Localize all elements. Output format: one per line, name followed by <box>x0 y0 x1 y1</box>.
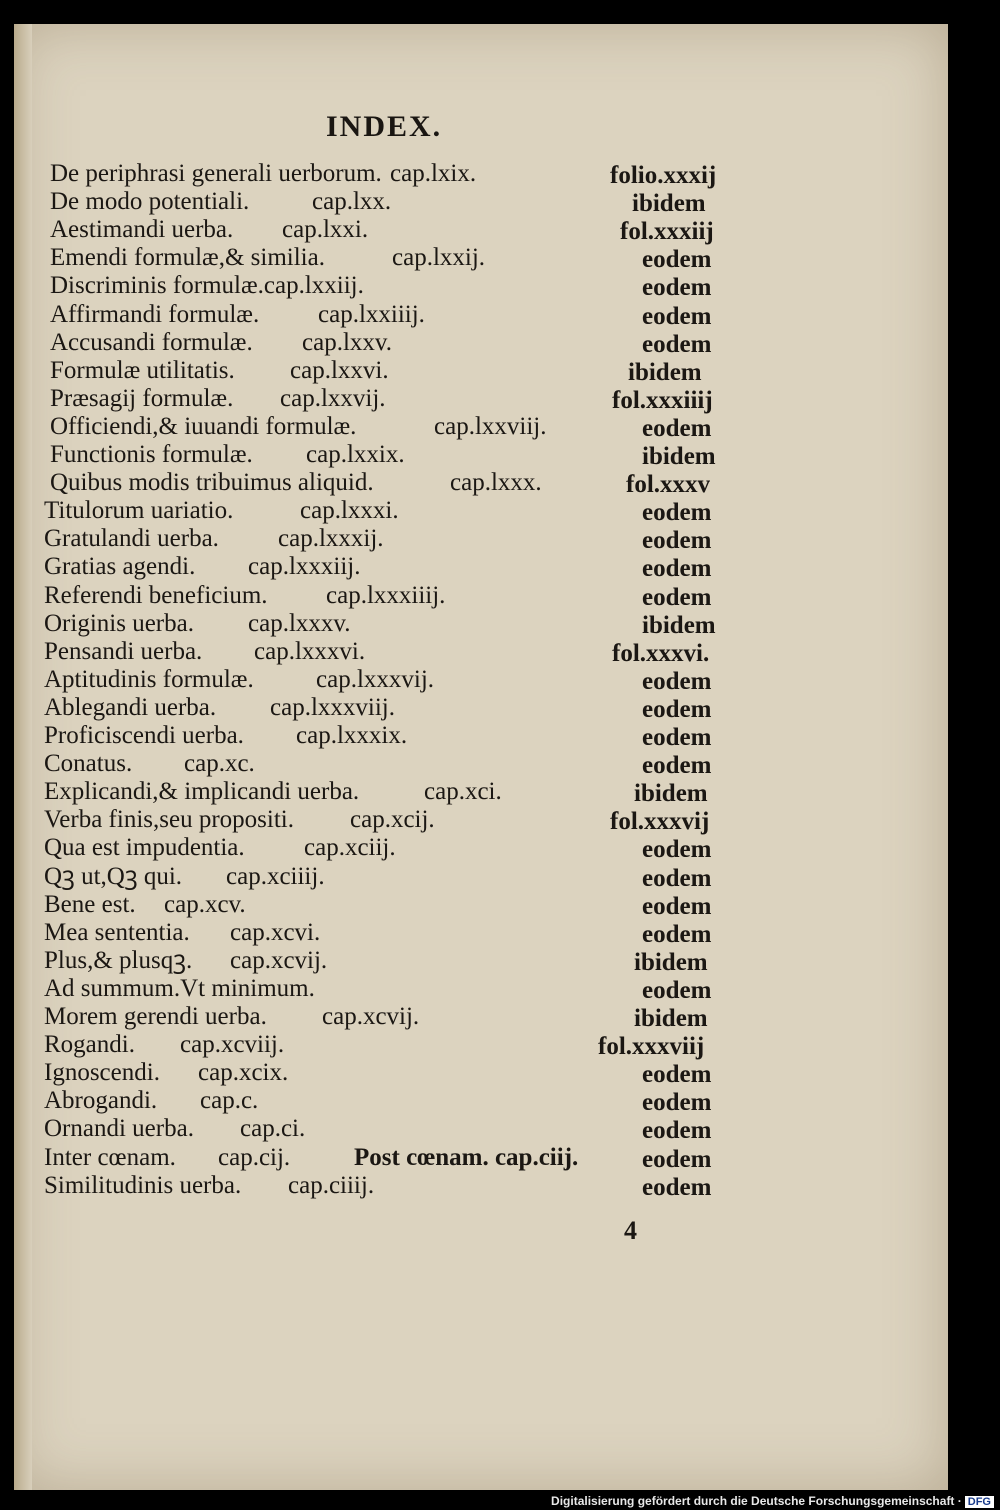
entry-chapter: cap.lxxvij. <box>280 384 386 412</box>
entry-folio-reference: folio.xxxij <box>610 162 717 189</box>
index-entry <box>14 666 948 694</box>
book-page <box>14 24 948 1490</box>
index-entry <box>14 497 948 525</box>
index-entry <box>14 1087 948 1115</box>
entry-folio-reference: eodem <box>642 330 712 358</box>
entry-folio-reference: ibidem <box>632 190 706 218</box>
entry-folio-reference: eodem <box>642 695 712 723</box>
entry-label: Plus,& plusqꝫ. <box>44 946 193 974</box>
index-entry <box>14 216 948 244</box>
index-entry <box>14 469 948 497</box>
entry-chapter: cap.cij. <box>218 1143 291 1171</box>
entry-label: De periphrasi generali uerborum. <box>50 160 382 187</box>
entry-folio-reference: eodem <box>642 724 712 751</box>
index-entry <box>14 975 948 1003</box>
entry-label: Ornandi uerba. <box>44 1115 194 1143</box>
entry-folio-reference: eodem <box>642 274 712 302</box>
entry-folio-reference: eodem <box>642 976 712 1004</box>
entry-folio-reference: eodem <box>642 892 712 920</box>
entry-label: Gratias agendi. <box>44 553 196 581</box>
signature-mark: 4 <box>624 1216 637 1245</box>
entry-chapter: cap.lxxxv. <box>248 609 351 637</box>
entry-folio-reference: eodem <box>642 499 712 527</box>
digitization-footer <box>551 1494 994 1508</box>
entry-label: Accusandi formulæ. <box>50 328 253 356</box>
entry-folio-reference: eodem <box>642 1089 712 1117</box>
entry-label: Aestimandi uerba. <box>50 216 234 244</box>
entry-folio-reference: ibidem <box>628 358 702 386</box>
entry-folio-reference: eodem <box>642 752 712 780</box>
entry-folio-reference: eodem <box>642 836 712 864</box>
index-entry <box>14 694 948 722</box>
entry-label: Gratulandi uerba. <box>44 525 219 553</box>
entry-label: Formulæ utilitatis. <box>50 356 235 384</box>
entry-chapter: cap.xcvij. <box>322 1003 420 1030</box>
entry-chapter: cap.lxxv. <box>302 328 393 356</box>
entry-chapter: cap.lxxx. <box>450 469 542 497</box>
entry-folio-reference: eodem <box>642 1173 712 1201</box>
entry-label: Functionis formulæ. <box>50 441 253 468</box>
index-entry <box>14 1031 948 1059</box>
entry-chapter: cap.ciiij. <box>288 1171 375 1199</box>
index-entry <box>14 357 948 385</box>
entry-chapter: cap.lxxviij. <box>434 412 547 440</box>
entry-label: Emendi formulæ,& similia. <box>50 244 325 272</box>
index-entry <box>14 329 948 357</box>
entry-label: Similitudinis uerba. <box>44 1171 242 1199</box>
entry-label: Bene est. <box>44 890 136 918</box>
entry-folio-reference: eodem <box>642 667 712 695</box>
entry-label: Titulorum uariatio. <box>44 497 234 525</box>
entry-chapter: cap.lxxxvi. <box>254 637 366 665</box>
index-entry <box>14 553 948 581</box>
index-entry <box>14 610 948 638</box>
index-entry <box>14 244 948 272</box>
dfg-logo: DFG <box>965 1496 994 1508</box>
entry-label: Morem gerendi uerba. <box>44 1003 267 1030</box>
entry-folio-reference: fol.xxxv <box>626 471 711 499</box>
entry-folio-reference: fol.xxxiij <box>620 218 714 246</box>
entry-chapter: cap.xciij. <box>304 834 396 862</box>
index-entry <box>14 722 948 750</box>
entry-folio-reference: eodem <box>642 583 712 611</box>
entry-chapter: cap.lxxxix. <box>296 722 408 749</box>
entry-chapter: cap.lxxi. <box>282 216 369 244</box>
entry-folio-reference: fol.xxxvij <box>610 808 710 836</box>
index-entry <box>14 188 948 216</box>
entry-chapter: cap.lxx. <box>312 188 392 216</box>
entry-folio-reference: fol.xxxiiij <box>612 386 713 414</box>
entry-folio-reference: eodem <box>642 527 712 555</box>
index-entry <box>14 1059 948 1087</box>
entry-label: Quibus modis tribuimus aliquid. <box>50 469 374 497</box>
entry-chapter: cap.lxxxvij. <box>316 665 435 693</box>
entry-folio-reference: fol.xxxvi. <box>612 639 710 667</box>
index-entry <box>14 1144 948 1172</box>
index-entry <box>14 891 948 919</box>
entry-label: Discriminis formulæ.cap.lxxiij. <box>50 272 364 300</box>
index-entry <box>14 806 948 834</box>
index-entry <box>14 582 948 610</box>
entry-label: Originis uerba. <box>44 609 194 637</box>
entry-folio-reference: ibidem <box>642 443 716 470</box>
entry-chapter: cap.xc. <box>184 750 255 778</box>
entry-label: Verba finis,seu propositi. <box>44 806 294 834</box>
entry-chapter: cap.lxxix. <box>306 441 405 468</box>
entry-chapter: cap.lxxxviij. <box>270 693 395 721</box>
index-entry <box>14 1172 948 1200</box>
entry-folio-reference: ibidem <box>634 1005 708 1032</box>
entry-label: Qꝫ ut,Qꝫ qui. <box>44 862 183 890</box>
index-entry <box>14 441 948 469</box>
page-title: INDEX. <box>326 110 443 143</box>
index-entry <box>14 1003 948 1031</box>
entry-label: Conatus. <box>44 750 133 778</box>
footer-text: Digitalisierung gefördert durch die Deutsche Forschungsgemeinschaft · <box>551 1494 962 1508</box>
index-entry <box>14 272 948 300</box>
index-entry <box>14 750 948 778</box>
entry-extra: Post cœnam. cap.ciij. <box>354 1143 579 1171</box>
index-entry <box>14 834 948 862</box>
entry-label: Abrogandi. <box>44 1087 158 1115</box>
index-entry <box>14 301 948 329</box>
entry-label: Ablegandi uerba. <box>44 693 217 721</box>
entry-folio-reference: ibidem <box>634 780 708 808</box>
entry-chapter: cap.xcv. <box>164 890 246 918</box>
entry-folio-reference: eodem <box>642 246 712 274</box>
entry-label: Ad summum.Vt minimum. <box>44 974 315 1002</box>
index-entry <box>14 947 948 975</box>
entry-chapter: cap.xcvi. <box>230 918 321 946</box>
index-entry <box>14 863 948 891</box>
entry-label: Referendi beneficium. <box>44 581 268 609</box>
entry-chapter: cap.lxxxiiij. <box>326 581 446 609</box>
entry-folio-reference: eodem <box>642 1061 712 1089</box>
entry-label: Rogandi. <box>44 1031 135 1059</box>
index-entry <box>14 525 948 553</box>
entry-chapter: cap.xciiij. <box>226 862 325 890</box>
entry-folio-reference: eodem <box>642 864 712 892</box>
entry-label: Inter cœnam. <box>44 1143 176 1171</box>
entry-chapter: cap.lxix. <box>390 160 477 187</box>
entry-chapter: cap.xci. <box>424 778 502 806</box>
entry-chapter: cap.lxxvi. <box>290 356 389 384</box>
entry-label: Ignoscendi. <box>44 1059 160 1087</box>
entry-label: Affirmandi formulæ. <box>50 300 260 328</box>
entry-chapter: cap.lxxij. <box>392 244 486 272</box>
entry-folio-reference: eodem <box>642 302 712 330</box>
entry-label: De modo potentiali. <box>50 188 250 216</box>
entry-chapter: cap.xcij. <box>350 806 435 834</box>
entry-label: Pensandi uerba. <box>44 637 203 665</box>
entry-folio-reference: fol.xxxviij <box>598 1033 705 1061</box>
entry-folio-reference: eodem <box>642 920 712 948</box>
index-entry <box>14 160 948 188</box>
index-entry <box>14 385 948 413</box>
entry-folio-reference: eodem <box>642 1117 712 1145</box>
entry-chapter: cap.xcvij. <box>230 946 328 974</box>
index-entry <box>14 919 948 947</box>
index-entry <box>14 1115 948 1143</box>
entry-chapter: cap.lxxxij. <box>278 525 384 553</box>
entry-folio-reference: eodem <box>642 555 712 583</box>
index-entry <box>14 413 948 441</box>
entry-chapter: cap.lxxxiij. <box>248 553 361 581</box>
entry-label: Qua est impudentia. <box>44 834 245 862</box>
entry-label: Præsagij formulæ. <box>50 384 234 412</box>
entry-folio-reference: ibidem <box>642 611 716 639</box>
entry-label: Aptitudinis formulæ. <box>44 665 254 693</box>
entry-chapter: cap.c. <box>200 1087 259 1115</box>
entry-chapter: cap.lxxxi. <box>300 497 399 525</box>
index-entry <box>14 638 948 666</box>
entry-chapter: cap.xcviij. <box>180 1031 285 1059</box>
entry-label: Mea sententia. <box>44 918 190 946</box>
entry-folio-reference: eodem <box>642 1145 712 1173</box>
entry-folio-reference: eodem <box>642 414 712 442</box>
entry-chapter: cap.lxxiiij. <box>318 300 425 328</box>
entry-chapter: cap.ci. <box>240 1115 306 1143</box>
index-entry <box>14 778 948 806</box>
entry-label: Explicandi,& implicandi uerba. <box>44 778 360 806</box>
entry-chapter: cap.xcix. <box>198 1059 289 1087</box>
entry-folio-reference: ibidem <box>634 948 708 976</box>
entry-label: Proficiscendi uerba. <box>44 722 244 749</box>
entry-label: Officiendi,& iuuandi formulæ. <box>50 412 357 440</box>
